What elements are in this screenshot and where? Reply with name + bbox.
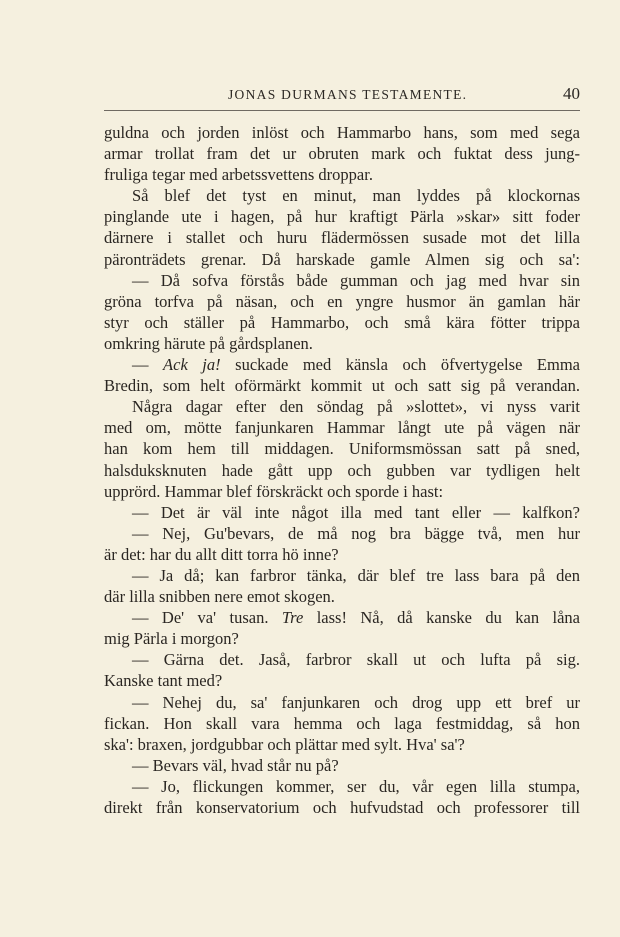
text-line: styr och ställer på Hammarbo, och små kära fötter trippa	[104, 312, 580, 332]
page-header	[104, 84, 582, 110]
text-line: — Jo, flickungen kommer, ser du, vår egen lilla stumpa,	[132, 776, 580, 796]
text-line: fruliga tegar med arbetssvettens droppar.	[104, 165, 373, 185]
text-segment: lass! Nå, då kanske du kan låna	[303, 608, 580, 628]
text-line: halsduksknuten hade gått upp och gubben var tydligen helt	[104, 460, 580, 480]
text-line: med om, mötte fanjunkaren Hammar långt ute på vägen när	[104, 418, 580, 438]
header-rule	[104, 110, 580, 111]
text-line: Bredin, som helt oförmärkt kommit ut och satt sig på verandan.	[104, 376, 580, 396]
text-segment: suckade med känsla och öfvertygelse Emma	[220, 355, 580, 375]
text-line: upprörd. Hammar blef förskräckt och sporde i hast:	[104, 481, 444, 501]
text-line: Så blef det tyst en minut, man lyddes på klockornas	[132, 186, 580, 206]
text-line: gröna torfva på näsan, och en yngre husmor än gamlan här	[104, 291, 580, 311]
text-line: Kanske tant med?	[104, 671, 223, 691]
text-line: omkring härute på gårdsplanen.	[104, 333, 313, 353]
text-line: — Nej, Gu'bevars, de må nog bra bägge två, men hur	[132, 523, 580, 543]
text-line: — Då sofva förstås både gumman och jag med hvar sin	[132, 270, 580, 290]
running-title: JONAS DURMANS TESTAMENTE.	[228, 87, 468, 102]
text-line: — Det är väl inte något illa med tant eller — kalfkon?	[132, 502, 580, 522]
text-line: päronträdets grenar. Då harskade gamle Almen sig och sa':	[104, 249, 580, 269]
text-segment: —	[132, 355, 164, 375]
page-number: 40	[563, 84, 580, 103]
text-line	[104, 607, 580, 628]
text-segment: — De' va' tusan.	[132, 608, 282, 628]
text-line: därnere i stallet och huru flädermössen susade mot det lilla	[104, 228, 580, 248]
text-line: — Gärna det. Jaså, farbror skall ut och lufta på sig.	[132, 650, 580, 670]
text-line	[104, 354, 580, 375]
text-line: där lilla snibben nere emot skogen.	[104, 587, 335, 607]
text-line: — Ja då; kan farbror tänka, där blef tre lass bara på den	[132, 565, 580, 585]
text-line: Några dagar efter den söndag på »slottet», vi nyss varit	[132, 397, 580, 417]
text-line: ska': braxen, jordgubbar och plättar med sylt. Hva' sa'?	[104, 734, 465, 754]
text-line: — Nehej du, sa' fanjunkaren och drog upp ett bref ur	[132, 692, 580, 712]
italic-emphasis: Ack ja!	[163, 355, 221, 375]
text-line: pinglande ute i hagen, på hur kraftigt Pärla »skar» sitt foder	[104, 207, 580, 227]
text-line: mig Pärla i morgon?	[104, 629, 239, 649]
text-line: fickan. Hon skall vara hemma och laga festmiddag, så hon	[104, 713, 580, 733]
text-line: direkt från konservatorium och hufvudstad och professorer till	[104, 798, 580, 817]
body-text	[104, 122, 580, 818]
text-line: guldna och jorden inlöst och Hammarbo hans, som med sega	[104, 123, 580, 142]
text-line: är det: har du allt ditt torra hö inne?	[104, 544, 339, 564]
text-line: armar trollat fram det ur obruten mark och fuktat dess jung-	[104, 144, 580, 164]
italic-emphasis: Tre	[281, 608, 304, 628]
text-line: — Bevars väl, hvad står nu på?	[132, 755, 339, 775]
text-line: han kom hem till middagen. Uniformsmössan satt på sned,	[104, 439, 580, 459]
